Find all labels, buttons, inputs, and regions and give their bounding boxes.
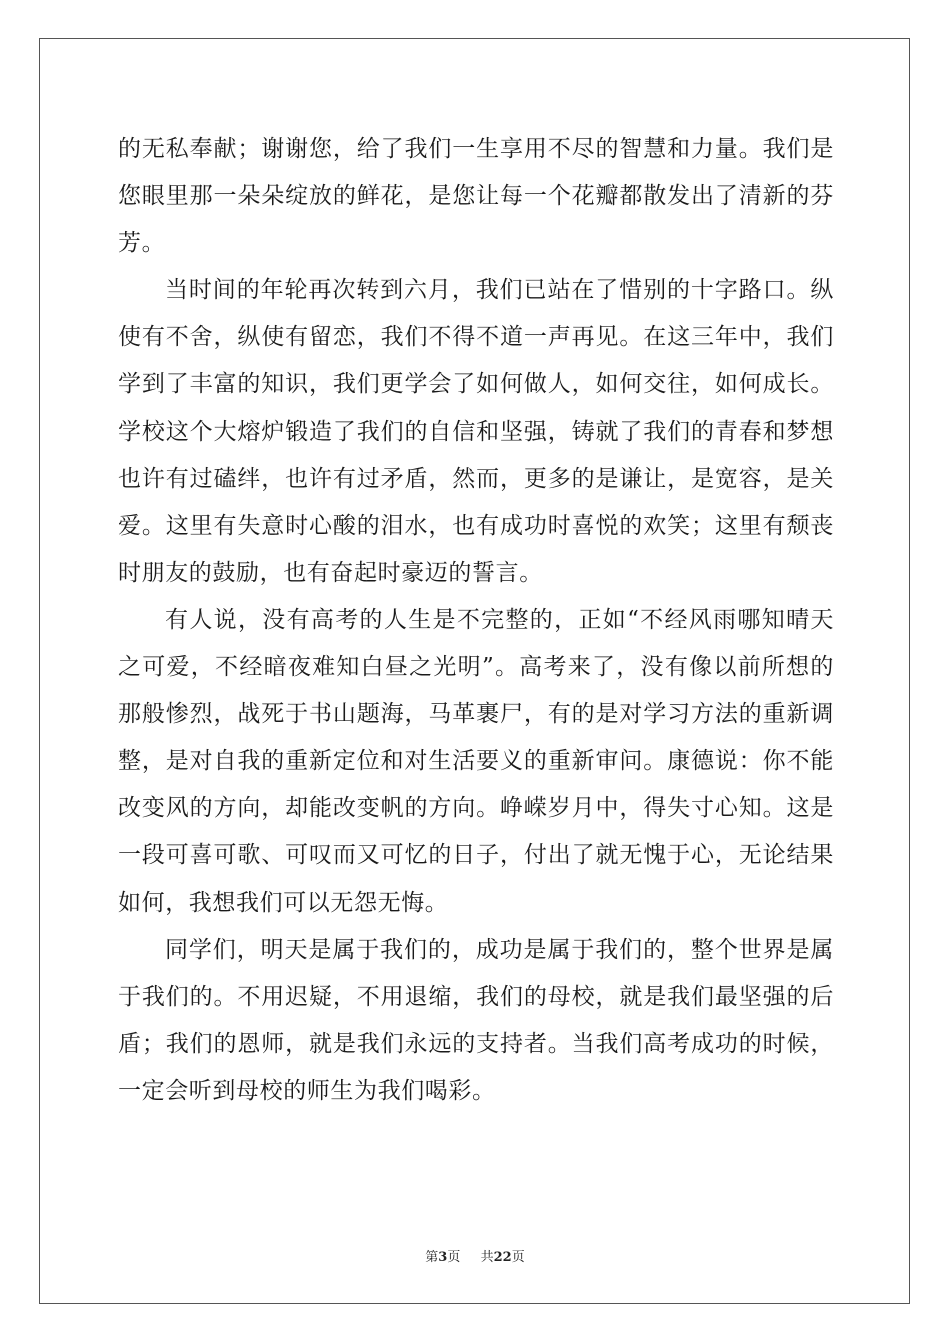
- page-suffix: 页: [447, 1250, 461, 1265]
- paragraph-1: 的无私奉献；谢谢您，给了我们一生享用不尽的智慧和力量。我们是您眼里那一朵朵绽放的鲜花，是您让每一个花瓣都散发出了清新的芬芳。: [118, 136, 834, 257]
- page-number: 3: [438, 1250, 448, 1265]
- page-footer: [0, 1246, 950, 1265]
- total-suffix: 页: [511, 1250, 525, 1265]
- document-body: [118, 126, 834, 1115]
- total-pages: 22: [493, 1250, 512, 1265]
- total-prefix: 共: [480, 1250, 494, 1265]
- paragraph-2: 当时间的年轮再次转到六月，我们已站在了惜别的十字路口。纵使有不舍，纵使有留恋，我们不得不道一声再见。在这三年中，我们学到了丰富的知识，我们更学会了如何做人，如何交往，如何成长。学校这个大熔炉锻造了我们的自信和坚强，铸就了我们的青春和梦想也许有过磕绊，也许有过矛盾，然而，更多的是谦让，是宽容，是关爱。这里有失意时心酸的泪水，也有成功时喜悦的欢笑；这里有颓丧时朋友的鼓励，也有奋起时豪迈的誓言。: [118, 277, 834, 586]
- paragraph-3: 有人说，没有高考的人生是不完整的，正如“不经风雨哪知晴天之可爱，不经暗夜难知白昼之光明”。高考来了，没有像以前所想的那般惨烈，战死于书山题海，马革裹尸，有的是对学习方法的重新调整，是对自我的重新定位和对生活要义的重新审问。康德说：你不能改变风的方向，却能改变帆的方向。峥嵘岁月中，得失寸心知。这是一段可喜可歌、可叹而又可忆的日子，付出了就无愧于心，无论结果如何，我想我们可以无怨无悔。: [118, 606, 834, 916]
- paragraph-4: 同学们，明天是属于我们的，成功是属于我们的，整个世界是属于我们的。不用迟疑，不用退缩，我们的母校，就是我们最坚强的后盾；我们的恩师，就是我们永远的支持者。当我们高考成功的时候，一定会听到母校的师生为我们喝彩。: [118, 936, 834, 1104]
- page-prefix: 第: [425, 1250, 439, 1265]
